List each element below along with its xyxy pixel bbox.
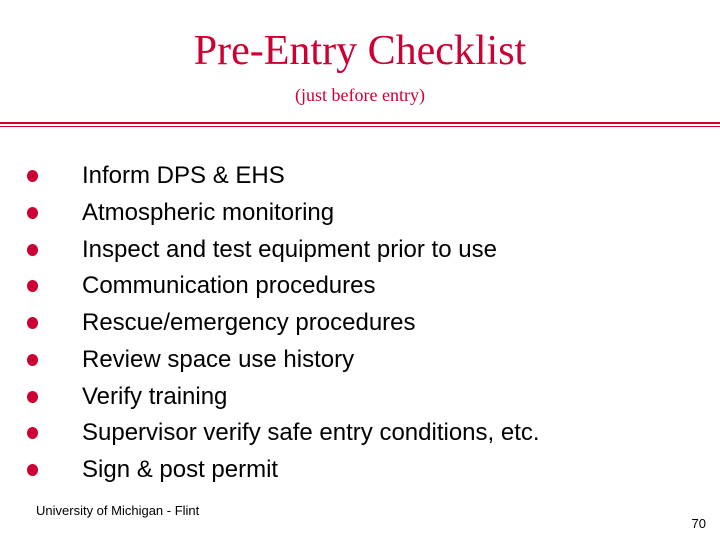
list-item-text: Verify training — [82, 382, 228, 410]
list-item-text: Atmospheric monitoring — [82, 198, 335, 226]
list-item-text: Inform DPS & EHS — [82, 162, 285, 189]
list-item — [0, 305, 720, 342]
list-item-text: Review space use history — [82, 345, 355, 373]
list-item-text: Sign & post permit — [82, 456, 279, 483]
list-item — [0, 195, 720, 232]
list-item — [0, 232, 720, 269]
slide-subtitle: (just before entry) — [295, 85, 425, 105]
list-item — [0, 268, 720, 305]
footer-institution: University of Michigan - Flint — [36, 503, 200, 518]
title-divider-bottom — [0, 126, 720, 127]
list-item — [0, 379, 720, 416]
list-item — [0, 415, 720, 452]
bullet-icon — [27, 280, 38, 292]
bullet-icon — [27, 427, 38, 439]
bullet-icon — [27, 391, 38, 403]
list-item — [0, 158, 720, 195]
bullet-icon — [27, 354, 38, 366]
bullet-icon — [27, 244, 38, 256]
list-item — [0, 342, 720, 379]
bullet-icon — [27, 170, 38, 182]
bullet-icon — [27, 317, 38, 329]
list-item-text: Inspect and test equipment prior to use — [82, 235, 497, 263]
bullet-icon — [27, 207, 38, 219]
list-item — [0, 452, 720, 489]
bullet-icon — [27, 464, 38, 476]
title-divider-top — [0, 122, 720, 124]
list-item-text: Rescue/emergency procedures — [82, 309, 416, 336]
checklist — [0, 158, 720, 489]
list-item-text: Supervisor verify safe entry conditions, etc. — [82, 419, 540, 447]
page-number: 70 — [691, 516, 706, 531]
list-item-text: Communication procedures — [82, 272, 376, 300]
slide-title: Pre-Entry Checklist — [193, 28, 527, 74]
